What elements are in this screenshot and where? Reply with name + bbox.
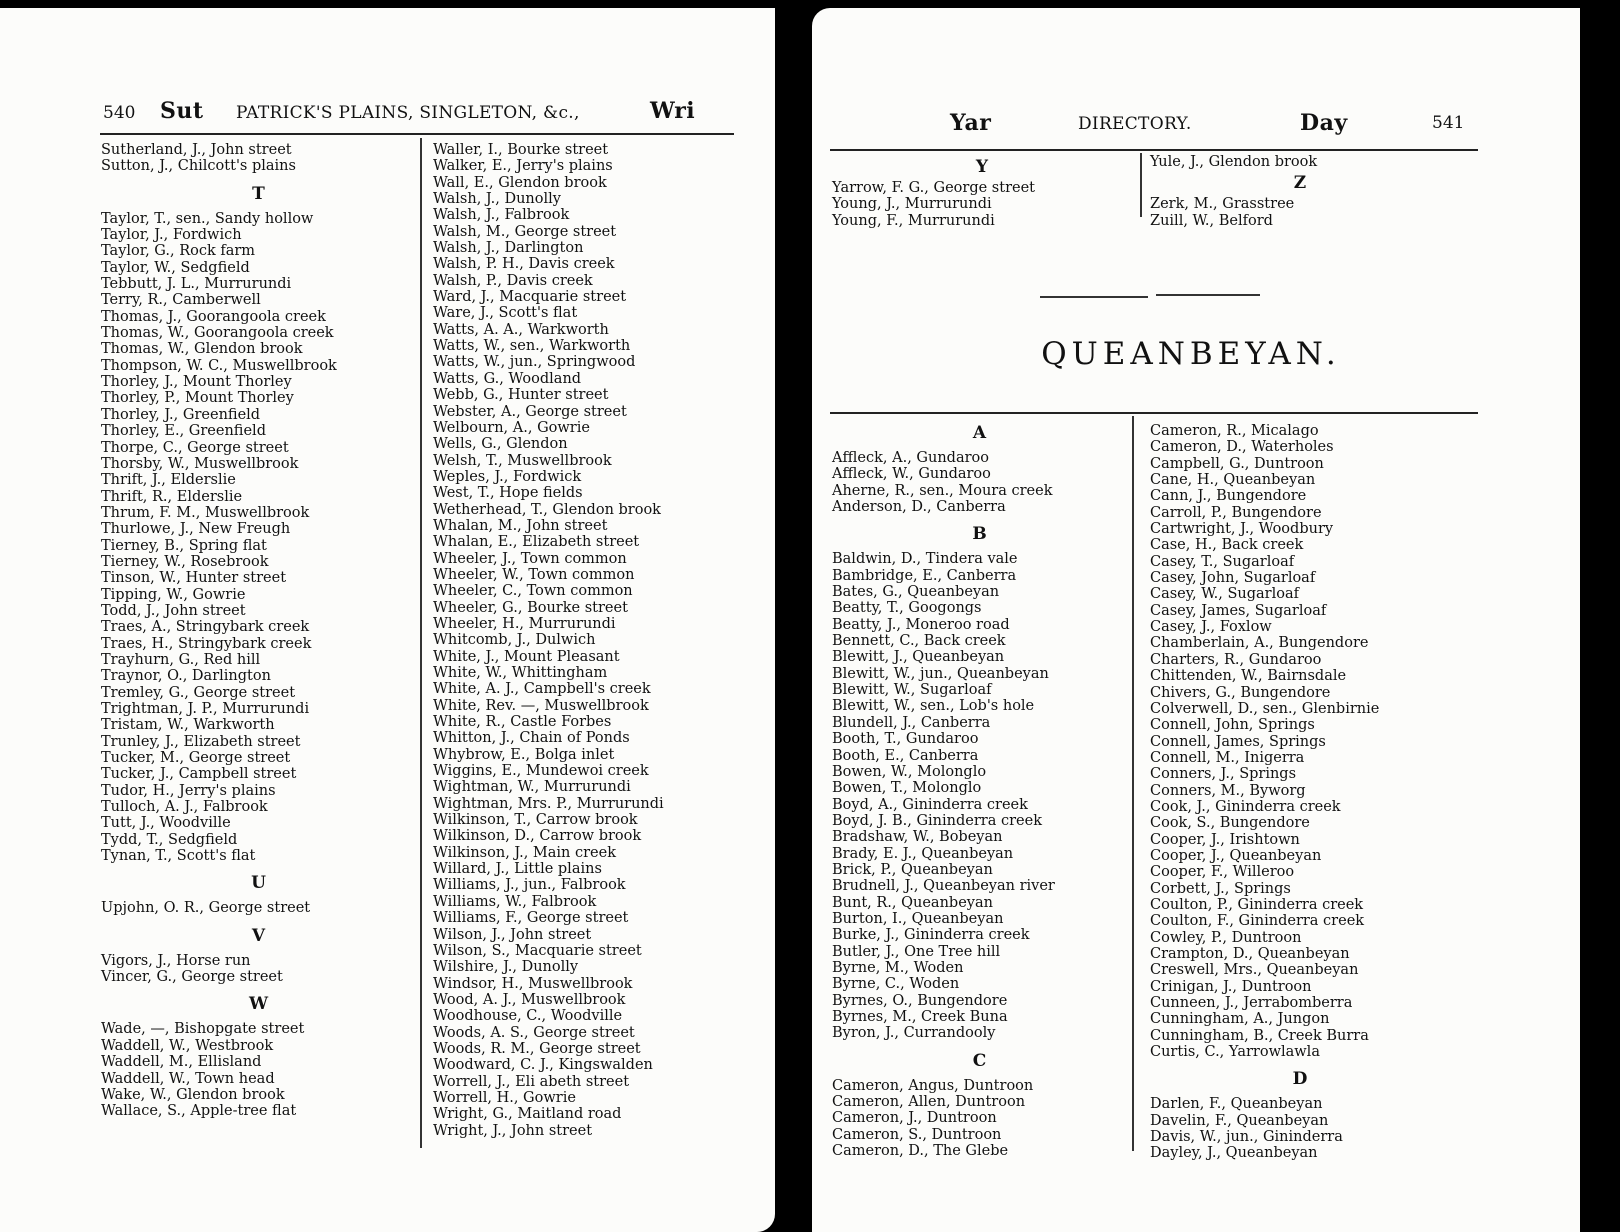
- running-title: PATRICK'S PLAINS, SINGLETON, &c.,: [236, 103, 580, 123]
- right-top-column-2: [1150, 154, 1450, 229]
- directory-entry: Crinigan, J., Duntroon: [1150, 978, 1312, 995]
- directory-entry: Case, H., Back creek: [1150, 537, 1304, 554]
- directory-entry: Cameron, Allen, Duntroon: [832, 1094, 1026, 1111]
- directory-entry: Beatty, T., Googongs: [832, 600, 982, 617]
- directory-entry: Walsh, J., Darlington: [433, 240, 584, 257]
- section-title: QUEANBEYAN.: [1041, 336, 1341, 372]
- directory-entry: Tremley, G., George street: [101, 684, 296, 701]
- directory-entry: Aherne, R., sen., Moura creek: [832, 482, 1053, 499]
- directory-entry: Wightman, W., Murrurundi: [433, 779, 631, 796]
- directory-entry: Thrum, F. M., Muswellbrook: [101, 504, 310, 521]
- directory-entry: Welbourn, A., Gowrie: [433, 419, 590, 436]
- directory-entry: Byrne, M., Woden: [832, 959, 964, 976]
- directory-entry: Bates, G., Queanbeyan: [832, 584, 1000, 601]
- directory-entry: Casey, T., Sugarloaf: [1150, 553, 1295, 570]
- directory-entry: Bambridge, E., Canberra: [832, 567, 1017, 584]
- directory-entry: Dayley, J., Queanbeyan: [1150, 1145, 1318, 1162]
- left-running-head: [0, 94, 775, 134]
- directory-entry: Woodhouse, C., Woodville: [433, 1008, 623, 1025]
- directory-entry: Cameron, J., Duntroon: [832, 1110, 997, 1127]
- separator-rule: [1040, 296, 1148, 298]
- left-column-1: [101, 142, 416, 1120]
- directory-entry: Tucker, J., Campbell street: [101, 766, 297, 783]
- directory-entry: Casey, J., Foxlow: [1150, 619, 1272, 636]
- separator-rule: [1156, 294, 1260, 296]
- directory-entry: Todd, J., John street: [101, 602, 246, 619]
- directory-entry: Byrne, C., Woden: [832, 976, 960, 993]
- top-column-divider: [1140, 153, 1142, 217]
- section-letter: C: [972, 1050, 987, 1071]
- directory-entry: Bowen, W., Molonglo: [832, 763, 987, 780]
- directory-entry: Zerk, M., Grasstree: [1150, 196, 1295, 213]
- directory-entry: West, T., Hope fields: [433, 485, 583, 502]
- directory-entry: Bunt, R., Queanbeyan: [832, 894, 993, 911]
- directory-entry: Thorsby, W., Muswellbrook: [101, 455, 299, 472]
- directory-entry: Wheeler, C., Town common: [433, 583, 633, 600]
- directory-entry: Waddell, W., Westbrook: [101, 1037, 274, 1054]
- directory-entry: Young, J., Murrurundi: [832, 196, 992, 213]
- directory-entry: Whitton, J., Chain of Ponds: [433, 730, 630, 747]
- section-letter: T: [252, 183, 265, 204]
- directory-entry: Tierney, B., Spring flat: [101, 537, 267, 554]
- directory-entry: Connell, James, Springs: [1150, 733, 1326, 750]
- directory-entry: White, J., Mount Pleasant: [433, 648, 620, 665]
- right-running-head: [812, 105, 1580, 145]
- directory-entry: Ware, J., Scott's flat: [433, 305, 578, 322]
- directory-entry: Bradshaw, W., Bobeyan: [832, 829, 1003, 846]
- directory-entry: Cowley, P., Duntroon: [1150, 929, 1302, 946]
- directory-entry: Charters, R., Gundaroo: [1150, 651, 1322, 668]
- directory-entry: Bowen, T., Molonglo: [832, 780, 982, 797]
- right-column-2: [1150, 423, 1450, 1162]
- directory-entry: Cane, H., Queanbeyan: [1150, 472, 1316, 489]
- directory-entry: Cooper, J., Queanbeyan: [1150, 847, 1322, 864]
- directory-entry: Brudnell, J., Queanbeyan river: [832, 878, 1055, 895]
- left-column-2: [433, 142, 733, 1139]
- directory-entry: Taylor, J., Fordwich: [101, 227, 242, 244]
- directory-entry: Tynan, T., Scott's flat: [101, 848, 256, 865]
- directory-entry: Tulloch, A. J., Falbrook: [101, 799, 268, 816]
- directory-entry: Byrnes, O., Bungendore: [832, 992, 1008, 1009]
- directory-entry: Watts, G., Woodland: [433, 370, 582, 387]
- section-letter: Y: [975, 157, 989, 177]
- directory-entry: Blewitt, J., Queanbeyan: [832, 649, 1005, 666]
- directory-entry: Thorley, P., Mount Thorley: [101, 390, 294, 407]
- column-divider: [1132, 416, 1134, 1151]
- directory-entry: Wightman, Mrs. P., Murrurundi: [433, 795, 664, 812]
- directory-entry: Anderson, D., Canberra: [832, 499, 1006, 516]
- directory-entry: Thorley, J., Greenfield: [101, 406, 261, 423]
- directory-entry: Vincer, G., George street: [101, 969, 283, 986]
- directory-entry: Blewitt, W., Sugarloaf: [832, 682, 992, 699]
- directory-entry: Wallace, S., Apple-tree flat: [101, 1103, 297, 1120]
- directory-entry: Thrift, R., Elderslie: [101, 488, 243, 505]
- directory-entry: Beatty, J., Moneroo road: [832, 616, 1010, 633]
- directory-entry: Byrnes, M., Creek Buna: [832, 1009, 1008, 1025]
- directory-entry: Wilshire, J., Dunolly: [433, 959, 579, 976]
- directory-entry: Darlen, F., Queanbeyan: [1150, 1096, 1323, 1113]
- directory-entry: Cameron, Angus, Duntroon: [832, 1077, 1034, 1094]
- directory-entry: Affleck, W., Gundaroo: [832, 466, 991, 483]
- right-page: [812, 8, 1580, 1232]
- directory-entry: Davis, W., jun., Gininderra: [1150, 1129, 1343, 1146]
- directory-entry: Wetherhead, T., Glendon brook: [433, 501, 661, 518]
- directory-entry: Whitcomb, J., Dulwich: [433, 632, 596, 649]
- catchword-last: Wri: [650, 98, 696, 124]
- directory-entry: Williams, F., George street: [433, 910, 629, 927]
- directory-entry: Wheeler, W., Town common: [433, 566, 635, 583]
- catchword-first: Yar: [950, 110, 992, 136]
- directory-entry: Blewitt, W., sen., Lob's hole: [832, 698, 1035, 715]
- directory-entry: Thompson, W. C., Muswellbrook: [101, 357, 337, 374]
- directory-entry: Boyd, A., Gininderra creek: [832, 796, 1028, 813]
- directory-entry: Thomas, W., Goorangoola creek: [101, 325, 334, 342]
- directory-entry: Taylor, T., sen., Sandy hollow: [101, 210, 314, 227]
- right-column-1: [832, 422, 1127, 1159]
- directory-entry: Brick, P., Queanbeyan: [832, 861, 993, 878]
- directory-entry: Coulton, F., Gininderra creek: [1150, 913, 1365, 930]
- directory-entry: Tristam, W., Warkworth: [101, 717, 275, 734]
- directory-entry: Boyd, J. B., Gininderra creek: [832, 812, 1042, 829]
- directory-entry: Yarrow, F. G., George street: [832, 180, 1035, 196]
- directory-entry: Worrell, H., Gowrie: [433, 1089, 576, 1106]
- directory-entry: Webb, G., Hunter street: [433, 387, 609, 404]
- directory-entry: Chamberlain, A., Bungendore: [1150, 635, 1369, 652]
- section-letter: A: [972, 423, 987, 443]
- directory-entry: Tierney, W., Rosebrook: [101, 553, 269, 570]
- directory-entry: Ward, J., Macquarie street: [433, 289, 627, 306]
- directory-entry: Whalan, E., Elizabeth street: [433, 534, 640, 551]
- directory-entry: Wilkinson, D., Carrow brook: [433, 828, 642, 845]
- directory-entry: Wilson, J., John street: [433, 926, 592, 943]
- section-letter: W: [248, 994, 269, 1015]
- directory-entry: Cunningham, A., Jungon: [1150, 1011, 1330, 1028]
- directory-entry: Sutherland, J., John street: [101, 142, 292, 158]
- directory-entry: Whalan, M., John street: [433, 517, 608, 534]
- directory-entry: Cooper, F., Willeroo: [1150, 864, 1295, 881]
- directory-entry: Affleck, A., Gundaroo: [832, 450, 989, 466]
- directory-entry: Davelin, F., Queanbeyan: [1150, 1112, 1329, 1129]
- directory-entry: Tipping, W., Gowrie: [101, 586, 246, 603]
- directory-entry: Taylor, W., Sedgfield: [101, 259, 250, 276]
- directory-entry: Wake, W., Glendon brook: [101, 1086, 285, 1103]
- directory-entry: Cameron, D., The Glebe: [832, 1143, 1009, 1160]
- directory-entry: Upjohn, O. R., George street: [101, 900, 311, 917]
- directory-entry: Wiggins, E., Mundewoi creek: [433, 763, 649, 780]
- directory-entry: Waller, I., Bourke street: [433, 142, 609, 158]
- directory-entry: Thorley, J., Mount Thorley: [101, 374, 292, 391]
- directory-entry: Thorpe, C., George street: [101, 439, 289, 456]
- directory-entry: Walsh, J., Dunolly: [433, 191, 561, 208]
- directory-entry: Waddell, W., Town head: [101, 1070, 275, 1087]
- directory-entry: Cook, S., Bungendore: [1150, 815, 1310, 832]
- directory-entry: Connell, M., Inigerra: [1150, 749, 1305, 766]
- directory-entry: Tydd, T., Sedgfield: [101, 831, 238, 848]
- directory-entry: Thrift, J., Elderslie: [101, 472, 236, 489]
- directory-entry: Sutton, J., Chilcott's plains: [101, 158, 296, 175]
- catchword-last: Day: [1300, 110, 1348, 136]
- directory-entry: Connell, John, Springs: [1150, 717, 1315, 734]
- directory-entry: Carroll, P., Bungendore: [1150, 504, 1322, 521]
- catchword-first: Sut: [160, 98, 204, 124]
- directory-entry: Brady, E. J., Queanbeyan: [832, 845, 1014, 862]
- directory-entry: Williams, W., Falbrook: [433, 893, 597, 910]
- directory-entry: Creswell, Mrs., Queanbeyan: [1150, 962, 1359, 979]
- header-rule: [100, 133, 734, 135]
- page-number: 540: [103, 103, 136, 123]
- directory-entry: Cameron, S., Duntroon: [832, 1126, 1002, 1143]
- directory-entry: Wade, —, Bishopgate street: [101, 1021, 305, 1038]
- directory-entry: Burke, J., Gininderra creek: [832, 927, 1030, 944]
- directory-entry: Walsh, P. H., Davis creek: [433, 256, 615, 273]
- directory-entry: Woods, R. M., George street: [433, 1040, 641, 1057]
- directory-entry: Williams, J., jun., Falbrook: [433, 877, 626, 894]
- directory-entry: White, W., Whittingham: [433, 665, 608, 681]
- section-letter: D: [1292, 1069, 1308, 1090]
- section-letter: U: [251, 873, 266, 894]
- directory-entry: Wheeler, J., Town common: [433, 550, 627, 567]
- directory-entry: Young, F., Murrurundi: [832, 212, 995, 229]
- directory-entry: Weples, J., Fordwick: [433, 468, 582, 485]
- directory-entry: Worrell, J., Eli abeth street: [433, 1073, 630, 1090]
- directory-entry: Wright, J., John street: [433, 1122, 593, 1139]
- directory-entry: Cameron, R., Micalago: [1150, 423, 1319, 439]
- section-letter: Z: [1293, 173, 1307, 194]
- directory-entry: Conners, J., Springs: [1150, 766, 1297, 783]
- left-page: [0, 8, 775, 1232]
- directory-entry: Wells, G., Glendon: [433, 436, 568, 453]
- directory-entry: Watts, W., sen., Warkworth: [433, 338, 631, 355]
- directory-entry: Willard, J., Little plains: [433, 861, 602, 878]
- directory-entry: Cameron, D., Waterholes: [1150, 439, 1334, 456]
- directory-entry: Tucker, M., George street: [101, 750, 291, 767]
- directory-entry: Walsh, P., Davis creek: [433, 272, 593, 289]
- directory-entry: Woods, A. S., George street: [433, 1024, 635, 1041]
- directory-entry: Taylor, G., Rock farm: [101, 243, 256, 260]
- directory-entry: Wilson, S., Macquarie street: [433, 942, 642, 959]
- directory-entry: Corbett, J., Springs: [1150, 880, 1291, 897]
- directory-entry: Cook, J., Gininderra creek: [1150, 798, 1341, 815]
- directory-entry: Wheeler, H., Murrurundi: [433, 615, 616, 632]
- directory-entry: Booth, T., Gundaroo: [832, 731, 979, 748]
- directory-entry: Wall, E., Glendon brook: [433, 174, 607, 191]
- directory-entry: Whybrow, E., Bolga inlet: [433, 746, 615, 763]
- directory-entry: Traynor, O., Darlington: [101, 668, 271, 685]
- directory-entry: Chivers, G., Bungendore: [1150, 684, 1331, 701]
- right-top-column-1: [832, 156, 1132, 229]
- directory-entry: White, A. J., Campbell's creek: [433, 681, 651, 698]
- directory-entry: Watts, A. A., Warkworth: [433, 321, 609, 338]
- directory-entry: Blewitt, W., jun., Queanbeyan: [832, 665, 1049, 682]
- section-letter: B: [972, 524, 987, 545]
- directory-entry: Cartwright, J., Woodbury: [1150, 521, 1334, 538]
- directory-entry: Wright, G., Maitland road: [433, 1106, 622, 1123]
- directory-entry: Welsh, T., Muswellbrook: [433, 452, 612, 469]
- directory-entry: Wilkinson, J., Main creek: [433, 844, 617, 861]
- directory-entry: Booth, E., Canberra: [832, 747, 979, 764]
- directory-entry: Coulton, P., Gininderra creek: [1150, 896, 1364, 913]
- column-divider: [420, 138, 422, 1148]
- directory-entry: Trayhurn, G., Red hill: [101, 651, 261, 668]
- directory-entry: Wood, A. J., Muswellbrook: [433, 991, 626, 1008]
- directory-entry: White, Rev. —, Muswellbrook: [433, 697, 649, 714]
- directory-entry: Blundell, J., Canberra: [832, 714, 991, 731]
- directory-entry: Trunley, J., Elizabeth street: [101, 733, 301, 750]
- directory-entry: Cunningham, B., Creek Burra: [1150, 1027, 1369, 1044]
- directory-entry: Casey, James, Sugarloaf: [1150, 602, 1327, 619]
- directory-entry: Windsor, H., Muswellbrook: [433, 975, 633, 992]
- header-rule: [830, 149, 1478, 151]
- running-title: DIRECTORY.: [1078, 114, 1192, 134]
- directory-entry: Walker, E., Jerry's plains: [433, 158, 613, 175]
- directory-entry: Wilkinson, T., Carrow brook: [433, 812, 638, 829]
- directory-entry: Watts, W., jun., Springwood: [433, 354, 636, 371]
- directory-entry: Walsh, J., Falbrook: [433, 207, 570, 224]
- directory-entry: Yule, J., Glendon brook: [1150, 154, 1318, 170]
- directory-entry: Thurlowe, J., New Freugh: [101, 521, 291, 538]
- directory-entry: Zuill, W., Belford: [1150, 212, 1273, 229]
- directory-entry: Cooper, J., Irishtown: [1150, 831, 1300, 848]
- directory-entry: Thomas, J., Goorangoola creek: [101, 308, 326, 325]
- directory-entry: Waddell, M., Ellisland: [101, 1054, 262, 1071]
- directory-entry: Webster, A., George street: [433, 403, 627, 420]
- directory-entry: Vigors, J., Horse run: [101, 952, 251, 969]
- directory-entry: Tutt, J., Woodville: [101, 815, 231, 832]
- directory-entry: Woodward, C. J., Kingswalden: [433, 1057, 653, 1074]
- directory-entry: Thorley, E., Greenfield: [101, 423, 266, 440]
- directory-entry: Cann, J., Bungendore: [1150, 488, 1307, 505]
- directory-entry: Walsh, M., George street: [433, 223, 617, 240]
- directory-entry: Colverwell, D., sen., Glenbirnie: [1150, 700, 1380, 717]
- directory-entry: Terry, R., Camberwell: [101, 292, 261, 309]
- section-letter: V: [251, 925, 266, 946]
- directory-entry: Cunneen, J., Jerrabomberra: [1150, 995, 1353, 1012]
- directory-entry: Traes, A., Stringybark creek: [101, 619, 310, 636]
- directory-entry: Bennett, C., Back creek: [832, 633, 1006, 650]
- directory-entry: Chittenden, W., Bairnsdale: [1150, 668, 1347, 685]
- directory-entry: Crampton, D., Queanbeyan: [1150, 946, 1350, 962]
- directory-entry: Burton, I., Queanbeyan: [832, 910, 1004, 927]
- directory-entry: Trightman, J. P., Murrurundi: [101, 701, 310, 717]
- directory-entry: Tebbutt, J. L., Murrurundi: [101, 276, 292, 293]
- directory-entry: Traes, H., Stringybark creek: [101, 635, 312, 652]
- directory-entry: Conners, M., Byworg: [1150, 782, 1306, 799]
- directory-entry: Wheeler, G., Bourke street: [433, 599, 628, 616]
- directory-entry: Tinson, W., Hunter street: [101, 570, 287, 587]
- directory-entry: Casey, W., Sugarloaf: [1150, 586, 1299, 603]
- directory-entry: Baldwin, D., Tindera vale: [832, 551, 1018, 568]
- directory-entry: Campbell, G., Duntroon: [1150, 455, 1324, 472]
- directory-entry: Curtis, C., Yarrowlawla: [1150, 1044, 1320, 1061]
- page-number: 541: [1432, 113, 1465, 133]
- directory-entry: Tudor, H., Jerry's plains: [101, 782, 276, 799]
- section-rule: [830, 412, 1478, 414]
- directory-entry: Thomas, W., Glendon brook: [101, 341, 303, 358]
- directory-entry: Butler, J., One Tree hill: [832, 943, 1001, 960]
- directory-entry: White, R., Castle Forbes: [433, 714, 612, 731]
- directory-entry: Casey, John, Sugarloaf: [1150, 570, 1316, 587]
- directory-entry: Byron, J., Currandooly: [832, 1025, 996, 1042]
